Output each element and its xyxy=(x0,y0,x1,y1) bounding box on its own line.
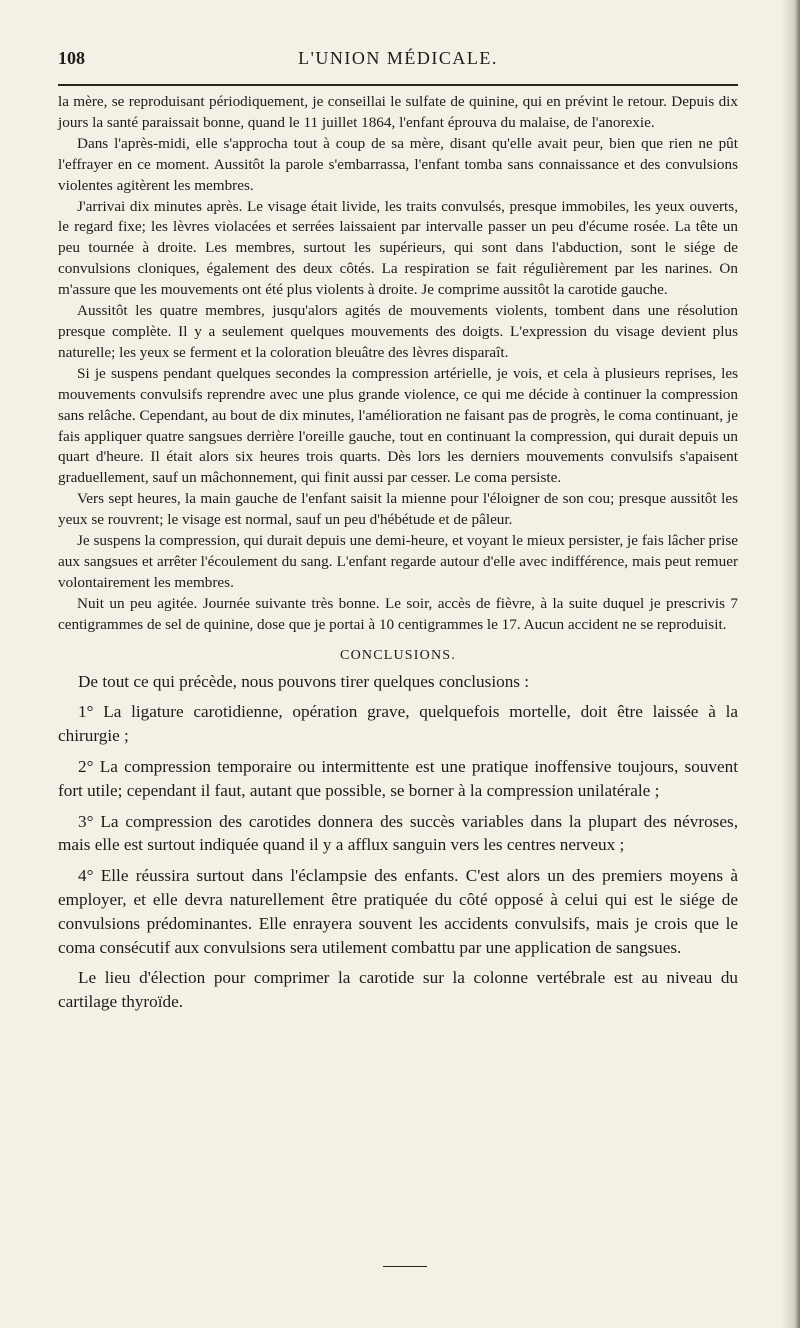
paragraph-6: Vers sept heures, la main gauche de l'enfant saisit la mienne pour l'éloigner de son cou; presque aussitôt les yeux se rouvrent; le visage est normal, sauf un peu d'hébétude et de pâleur. xyxy=(58,490,738,529)
conclusion-item-1: 1° La ligature carotidienne, opération grave, quelquefois mortelle, doit être laissée à la chirurgie ; xyxy=(58,702,738,746)
conclusion-item-3: 3° La compression des carotides donnera des succès variables dans la plupart des névroses, mais elle est surtout indiquée quand il y a afflux sanguin vers les centres nerveux ; xyxy=(58,811,738,855)
page-header xyxy=(58,48,738,78)
paragraph-5: Si je suspens pendant quelques secondes la compression artérielle, je vois, et cela à plusieurs reprises, les mouvements convulsifs reprendre avec une plus grande violence, ce qui me décide à continuer la compression sans relâche. Cependant, au bout de dix minutes, l'amélioration ne faisant pas de progrès, le coma continuant, je fais appliquer quatre sangsues derrière l'oreille gauche, tout en continuant la compression, qui durait depuis un quart d'heure. Il était alors six heures trois quarts. Dès lors les derniers mouvements convulsifs s'apaisent graduellement, sauf un mâchonnement, qui finit aussi par cesser. Le coma persiste. xyxy=(58,364,738,487)
conclusions-title: CONCLUSIONS. xyxy=(340,647,456,663)
conclusions-intro: De tout ce qui précède, nous pouvons tirer quelques conclusions : xyxy=(78,671,530,691)
conclusion-item-2: 2° La compression temporaire ou intermittente est une pratique inoffensive toujours, souvent fort utile; cependant il faut, autant que possible, se borner à la compression unilatérale ; xyxy=(58,756,738,800)
header-rule xyxy=(58,84,738,86)
page-number: 108 xyxy=(58,48,85,68)
paragraph-3: J'arrivai dix minutes après. Le visage était livide, les traits convulsés, presque immobiles, les yeux ouverts, le regard fixe; les lèvres violacées et serrées laissaient par intervalle passer un peu d'écume rosée. La tête un peu tournée à droite. Les membres, surtout les supérieurs, qui sont dans l'abduction, sont le siége de convulsions cloniques, également des deux côtés. La respiration se fait régulièrement par les narines. On m'assure que les mouvements ont été plus violents à droite. Je comprime aussitôt la carotide gauche. xyxy=(58,197,738,299)
paragraph-8: Nuit un peu agitée. Journée suivante très bonne. Le soir, accès de fièvre, à la suite duquel je prescrivis 7 centigrammes de sel de quinine, dose que je portai à 10 centigrammes le 17. Aucun accident ne se reproduisit. xyxy=(58,594,738,633)
paragraph-4: Aussitôt les quatre membres, jusqu'alors agités de mouvements violents, tombent dans une résolution presque complète. Il y a seulement quelques mouvements des doigts. L'expression du visage devient plus naturelle; les yeux se ferment et la coloration bleuâtre des lèvres disparaît. xyxy=(58,302,738,361)
conclusion-item-4: 4° Elle réussira surtout dans l'éclampsie des enfants. C'est alors un des premiers moyens à employer, et elle devra naturellement être pratiquée du côté opposé à celui qui est le siége de convulsions prédominantes. Elle enrayera souvent les accidents convulsifs, mais je crois que le coma consécutif aux convulsions sera utilement combattu par une application de sangsues. xyxy=(58,866,738,957)
paragraph-1: la mère, se reproduisant périodiquement, je conseillai le sulfate de quinine, qui en prévint le retour. Depuis dix jours la santé paraissait bonne, quand le 11 juillet 1864, l'enfant éprouva du malaise, de l'anorexie. xyxy=(58,93,738,131)
article-body xyxy=(58,92,738,1014)
closing-rule xyxy=(383,1266,427,1267)
running-head: L'UNION MÉDICALE. xyxy=(298,48,498,68)
paragraph-7: Je suspens la compression, qui durait depuis une demi-heure, et voyant le mieux persister, je fais lâcher prise aux sangsues et arrêter l'écoulement du sang. L'enfant regarde autour d'elle avec indifférence, mais peut remuer volontairement les membres. xyxy=(58,532,738,591)
conclusion-closing: Le lieu d'élection pour comprimer la carotide sur la colonne vertébrale est au niveau du cartilage thyroïde. xyxy=(58,968,738,1012)
paragraph-2: Dans l'après-midi, elle s'approcha tout à coup de sa mère, disant qu'elle avait peur, bien que rien ne pût l'effrayer en ce moment. Aussitôt la parole s'embarrassa, l'enfant tomba sans connaissance et des convulsions violentes agitèrent les membres. xyxy=(58,134,738,194)
page-edge-shadow xyxy=(782,0,800,1328)
